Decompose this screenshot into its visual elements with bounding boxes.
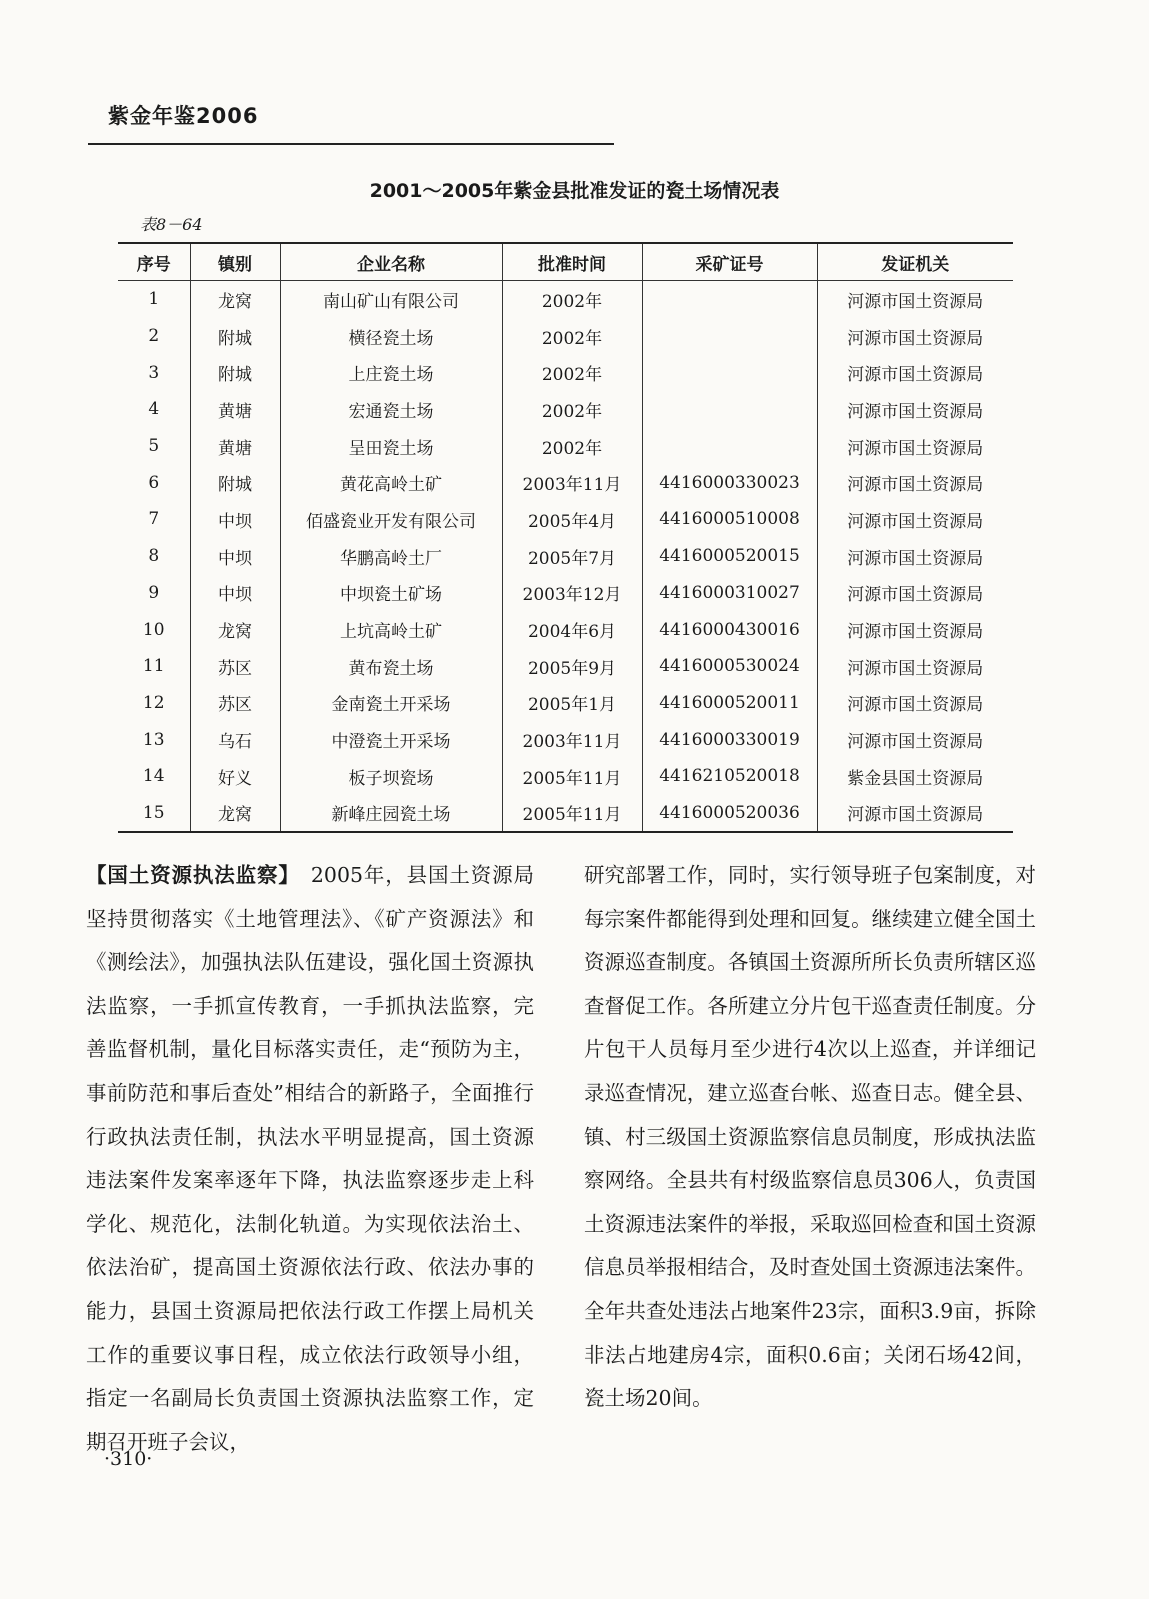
table-cell: 河源市国土资源局 [817,611,1013,648]
table-cell: 10 [142,619,165,640]
table-cell: 4416000520011 [642,685,817,722]
table-cell: 新峰庄园瓷土场 [280,795,502,833]
table-cell: 河源市国土资源局 [817,464,1013,501]
table-cell: 河源市国土资源局 [817,318,1013,355]
table-cell: 呈田瓷土场 [280,428,502,465]
table-cell: 河源市国土资源局 [817,685,1013,722]
table-cell: 2005年11月 [502,795,642,833]
table-cell: 中坝瓷土矿场 [280,575,502,612]
table-cell: 龙窝 [190,795,280,833]
table-cell: 4416000510008 [642,501,817,538]
table-cell: 2005年9月 [502,648,642,685]
table-cell: 2003年12月 [502,575,642,612]
table-cell: 金南瓷土开采场 [280,685,502,722]
article-text-left: 2005年，县国土资源局坚持贯彻落实《土地管理法》、《矿产资源法》和《测绘法》，加强执法队伍建设，强化国土资源执法监察，一手抓宣传教育，一手抓执法监察，完善监督机制，量化目标落实责任，走“预防为主，事前防范和事后查处”相结合的新路子，全面推行行政执法责任制，执法水平明显提高，国土资源违法案件发案率逐年下降，执法监察逐步走上科学化、规范化，法制化轨道。为实现依法治土、依法治矿，提高国土资源依法行政、依法办事的能力，县国土资源局把依法行政工作摆上局机关工作的重要议事日程，成立依法行政领导小组，指定一名副局长负责国土资源执法监察工作，定期召开班子会议， [86,863,535,1454]
table-cell: 4416000520015 [642,538,817,575]
column-header: 镇别 [190,243,280,281]
table-cell: 苏区 [190,648,280,685]
table-cell: 附城 [190,318,280,355]
running-title: 紫金年鉴2006 [108,104,259,128]
table-title: 2001～2005年紫金县批准发证的瓷土场情况表 [369,180,780,202]
table-cell: 附城 [190,464,280,501]
table-row [118,795,1013,833]
table-cell: 乌石 [190,721,280,758]
table-row [118,464,1013,501]
article-right-column [584,854,1036,1421]
table-cell: 13 [142,729,165,750]
table-cell: 河源市国土资源局 [817,795,1013,833]
table-cell: 上庄瓷土场 [280,354,502,391]
table-cell: 1 [148,289,160,310]
table-cell: 4416000430016 [642,611,817,648]
table-cell: 中坝 [190,538,280,575]
table-cell: 佰盛瓷业开发有限公司 [280,501,502,538]
table-cell: 6 [148,472,160,493]
table-cell: 4416000330023 [642,464,817,501]
column-header: 序号 [118,243,190,281]
table-cell: 横径瓷土场 [280,318,502,355]
table-cell: 2005年11月 [502,758,642,795]
table-cell: 2002年 [502,318,642,355]
table-cell: 龙窝 [190,281,280,318]
table-row [118,611,1013,648]
table-cell: 河源市国土资源局 [817,354,1013,391]
table-cell [642,428,817,465]
table-cell: 黄花高岭土矿 [280,464,502,501]
page-number: ·310· [104,1448,153,1470]
column-header: 批准时间 [502,243,642,281]
table-cell: 宏通瓷土场 [280,391,502,428]
table-cell: 紫金县国土资源局 [817,758,1013,795]
table-body [118,281,1013,833]
table-cell: 上坑高岭土矿 [280,611,502,648]
table-cell: 7 [148,509,160,530]
table-row [118,391,1013,428]
article-left-column [86,854,534,1464]
table-row [118,648,1013,685]
table-cell: 2002年 [502,281,642,318]
table-cell: 黄塘 [190,391,280,428]
table-cell: 2004年6月 [502,611,642,648]
table-cell: 河源市国土资源局 [817,648,1013,685]
header-rule [88,143,614,145]
column-header: 发证机关 [817,243,1013,281]
table-cell: 4416000310027 [642,575,817,612]
table-cell: 龙窝 [190,611,280,648]
table-cell: 4 [148,399,160,420]
table-cell: 2005年4月 [502,501,642,538]
table-cell: 黄布瓷土场 [280,648,502,685]
section-heading: 【国土资源执法监察】 [86,863,290,887]
table-cell: 中坝 [190,501,280,538]
table-row [118,575,1013,612]
table-cell: 河源市国土资源局 [817,538,1013,575]
table-cell: 中坝 [190,575,280,612]
table-cell [642,318,817,355]
table-cell: 12 [142,692,165,713]
column-header: 采矿证号 [642,243,817,281]
table-cell: 2005年1月 [502,685,642,722]
table-cell: 河源市国土资源局 [817,721,1013,758]
table-cell: 4416000520036 [642,795,817,833]
table-cell: 15 [142,802,165,823]
table-cell: 2002年 [502,428,642,465]
column-header: 企业名称 [280,243,502,281]
table-cell: 2002年 [502,391,642,428]
table-cell: 2003年11月 [502,721,642,758]
table-row [118,758,1013,795]
table-row [118,318,1013,355]
table-cell: 好义 [190,758,280,795]
table-row [118,538,1013,575]
table-cell: 2003年11月 [502,464,642,501]
table-row [118,721,1013,758]
table-cell: 中澄瓷土开采场 [280,721,502,758]
table-cell: 4416000530024 [642,648,817,685]
table-cell: 14 [142,766,165,787]
table-cell: 8 [148,546,160,567]
table-cell: 河源市国土资源局 [817,281,1013,318]
table-cell: 11 [142,656,165,677]
table-cell: 河源市国土资源局 [817,575,1013,612]
table-cell: 河源市国土资源局 [817,391,1013,428]
table-cell: 9 [148,582,160,603]
table-cell: 南山矿山有限公司 [280,281,502,318]
table-row [118,428,1013,465]
table-cell: 板子坝瓷场 [280,758,502,795]
table-cell: 苏区 [190,685,280,722]
table-cell [642,391,817,428]
table-cell: 2005年7月 [502,538,642,575]
table-cell: 4416210520018 [642,758,817,795]
table-cell: 2002年 [502,354,642,391]
table-cell: 附城 [190,354,280,391]
table-row [118,281,1013,318]
table-cell: 2 [148,326,160,347]
table-cell [642,281,817,318]
table-cell: 黄塘 [190,428,280,465]
table-cell: 河源市国土资源局 [817,501,1013,538]
table-cell [642,354,817,391]
table-cell: 4416000330019 [642,721,817,758]
table-cell: 河源市国土资源局 [817,428,1013,465]
table-row [118,685,1013,722]
table-row [118,501,1013,538]
article-text-right: 研究部署工作，同时，实行领导班子包案制度，对每宗案件都能得到处理和回复。继续建立健全国土资源巡查制度。各镇国土资源所所长负责所辖区巡查督促工作。各所建立分片包干巡查责任制度。分片包干人员每月至少进行4次以上巡查，并详细记录巡查情况，建立巡查台帐、巡查日志。健全县、镇、村三级国土资源监察信息员制度，形成执法监察网络。全县共有村级监察信息员306人，负责国土资源违法案件的举报，采取巡回检查和国土资源信息员举报相结合，及时查处国土资源违法案件。全年共查处违法占地案件23宗，面积3.9亩，拆除非法占地建房4宗，面积0.6亩；关闭石场42间，瓷土场20间。 [584,863,1036,1411]
table-cell: 3 [148,362,160,383]
kaolin-table [118,242,1013,833]
table-cell: 华鹏高岭土厂 [280,538,502,575]
table-header-row [118,243,1013,281]
table-cell: 5 [148,436,160,457]
table-row [118,354,1013,391]
table-number: 表8－64 [140,215,203,234]
